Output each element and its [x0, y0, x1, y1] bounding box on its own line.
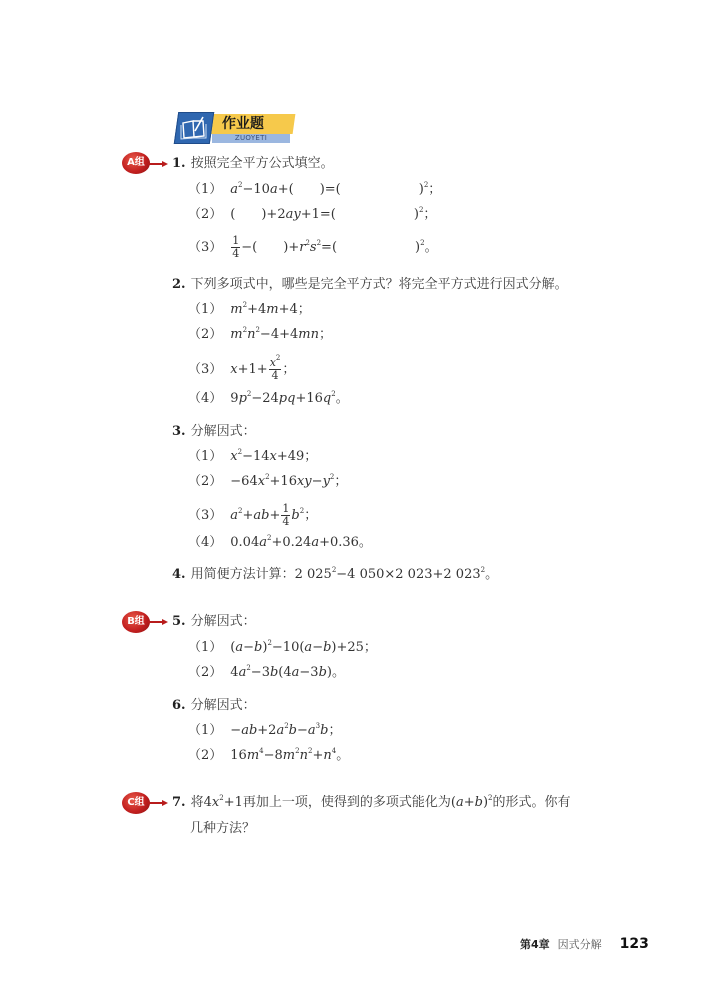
page-footer [520, 933, 649, 952]
question-number: 7. [172, 795, 186, 810]
question-text: 按照完全平方公式填空。 [190, 156, 334, 171]
question-7: 7. 将$4x^2+1$再加上一项，使得到的多项式能化为$(a+b)^2$的形式。你有 [172, 794, 571, 810]
banner-title: 作业题 [222, 116, 264, 132]
item-label: （2） [188, 207, 223, 222]
question-6-item-1: $(1) -ab+2a^2b-a^3b$； [188, 722, 342, 738]
question-1 [172, 156, 334, 172]
question-number: 3. [172, 424, 186, 439]
item-label: （2） [188, 665, 223, 680]
item-label: （1） [188, 640, 223, 655]
question-number: 6. [172, 698, 186, 713]
chapter-title: 因式分解 [557, 938, 602, 951]
badge-arrow-tip [162, 619, 168, 625]
question-6-item-2: （2） $16m^4-8m^2n^2+n^4$。 [188, 747, 350, 763]
question-3-item-3: （3） $a^2+ab+$ $\frac{1}{4}$ $b^2$； [188, 502, 318, 528]
banner-subtitle-bar [212, 134, 290, 143]
question-text: 分解因式： [190, 614, 256, 629]
group-badge-c: C组 [122, 792, 150, 814]
question-3 [172, 424, 256, 440]
item-label: （2） [188, 748, 223, 763]
item-label: （4） [188, 391, 223, 406]
item-label: （1） [188, 723, 223, 738]
item-label: （4） [188, 535, 223, 550]
question-5-item-2: （2） $4a^2-3b(4a-3b)$。 [188, 664, 345, 680]
question-1-item-3: （3） $\frac{1}{4}$ −( )$+r^2s^2=$( )$^2$。 [188, 234, 438, 260]
question-2-item-3: （3） x+1+ $\frac{x^2}{4}$ ； [188, 354, 296, 382]
badge-arrow-tip [162, 800, 168, 806]
question-text: 几种方法？ [190, 821, 256, 836]
question-4: 4. 用简便方法计算：2 $025^2-4$ 050×2 023+2 $023^2$。 [172, 566, 499, 582]
question-5 [172, 614, 256, 630]
question-number: 1. [172, 156, 186, 171]
banner-subtitle: ZUOYETI [234, 134, 268, 142]
item-label: （1） [188, 302, 223, 317]
question-number: 2. [172, 277, 186, 292]
question-3-item-2: $(2) -64x^2+16xy-y^2$； [188, 473, 348, 489]
item-label: （2） [188, 474, 223, 489]
question-1-item-2: （2） ( )+2ay+1=( )$^2$； [188, 206, 437, 222]
group-badge-a: A组 [122, 152, 150, 174]
question-5-item-1: （1） $(a-b)^2-10(a-b)+25$； [188, 639, 377, 655]
question-2 [172, 277, 568, 293]
item-label: （3） [188, 240, 223, 255]
item-label: （3） [188, 362, 223, 377]
homework-banner [174, 114, 294, 144]
page-number: 123 [619, 936, 649, 952]
group-badge-b: B组 [122, 611, 150, 633]
question-1-item-1: （1） $a^2-10a+$( )=( )$^2$； [188, 181, 442, 197]
question-text: 分解因式： [190, 424, 256, 439]
question-2-item-2: （2） $m^2n^2-4+4mn$； [188, 326, 332, 342]
badge-arrow-tip [162, 161, 168, 167]
question-2-item-1: （1） $m^2+4m+4$； [188, 301, 311, 317]
question-7-line-2 [190, 821, 255, 837]
question-6 [172, 698, 256, 714]
book-pen-icon [174, 112, 214, 144]
question-text: 下列多项式中，哪些是完全平方式？将完全平方式进行因式分解。 [190, 277, 568, 292]
question-number: 4. [172, 567, 186, 582]
item-label: （1） [188, 449, 223, 464]
question-text: 分解因式： [190, 698, 256, 713]
question-3-item-4: （4） $0.04a^2+0.24a+0.36$。 [188, 534, 372, 550]
item-label: （2） [188, 327, 223, 342]
question-3-item-1: （1） $x^2-14x+49$； [188, 448, 318, 464]
question-2-item-4: （4） $9p^2-24pq+16q^2$。 [188, 390, 349, 406]
chapter-label: 第4章 [520, 938, 550, 951]
item-label: （3） [188, 508, 223, 523]
question-number: 5. [172, 614, 186, 629]
item-label: （1） [188, 182, 223, 197]
